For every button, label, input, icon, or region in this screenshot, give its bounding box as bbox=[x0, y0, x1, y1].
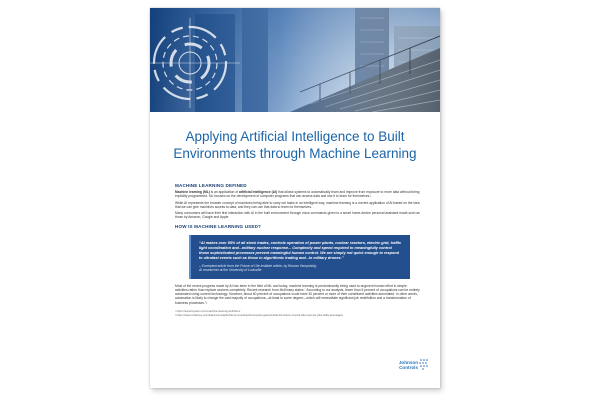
blue-overlay bbox=[150, 8, 440, 112]
footnotes bbox=[175, 310, 420, 317]
logo-line-2: Controls bbox=[399, 365, 418, 371]
logo-mark-icon bbox=[418, 358, 430, 370]
logo-line-1: Johnson bbox=[398, 360, 418, 365]
logo-wordmark bbox=[399, 360, 418, 371]
footnote-1: ¹ https://expertsystem.com/machine-learning-definition/ bbox=[175, 310, 241, 314]
text-run: that allows systems to automatically learn and improve from exposure to more data without being explicitly programmed. ML focuses on the development of computer programs that can access data and use it to learn for themselves.¹ bbox=[175, 190, 420, 199]
pull-quote bbox=[189, 235, 410, 279]
quote-attribution bbox=[199, 264, 402, 272]
hero-image bbox=[150, 8, 440, 112]
section1-paragraph-3: Many consumers will have their first interaction with AI in the built environment through voice commands given to a smart home-device personal assistant made such as those by Amazon, Google and Apple. bbox=[175, 211, 420, 220]
title-line-1: Applying Artificial Intelligence to Built bbox=[185, 129, 405, 144]
body-content bbox=[175, 183, 420, 317]
section1-paragraph-1 bbox=[175, 190, 420, 199]
section1-paragraph-2: While AI represents the broader concept of machines being able to carry out tasks in an intelligent way, machine learning is a current application of AI based on the idea that we can give machines access to data, and they can use that data to learn for themselves. bbox=[175, 200, 420, 209]
document-title bbox=[160, 129, 430, 162]
section2-paragraph-1: Most of the recent progress made by AI has been in the field of ML and today, machine learning is predominantly being used to augment human effort in simple activities rather than replace workers completely. Recent research from McKinsey states: “According to our analysis, fewer than 5 percent of occupations can be entirely automated using current technology. However, about 60 percent of occupations could have 30 percent or more of their constituent activities automated. In other words, automation is likely to change the vast majority of occupations—at least to some degree—which will necessitate significant job redefinition and a transformation of business processes.”² bbox=[175, 283, 420, 305]
text-run: is an application of bbox=[209, 190, 239, 194]
term-artificial-intelligence: artificial intelligence (AI) bbox=[238, 190, 278, 194]
section-heading-how-is-ml-used: HOW IS MACHINE LEARNING USED? bbox=[175, 223, 262, 229]
footnote-2: ² https://www.mckinsey.com/featured-insights/future-of-work/jobs-lost-jobs-gained-what-the-future-of-work-will-mean-for-jobs-skills-and-wages bbox=[175, 313, 343, 317]
document-page bbox=[150, 8, 440, 388]
quote-attribution-line-2: AI researcher at the University of Louisville bbox=[199, 268, 262, 273]
quote-text: “AI makes over 85% of all stock trades, controls operation of power plants, nuclear reactors, electric grid, traffic light coordination and...military nuclear response... Complexity and speed required to meaningfully control those sophisticated processes prevent meaningful human control. We are simply not quick enough to respond to ultrafast events such as those in algorithmic trading and...in military drones.” bbox=[199, 240, 402, 261]
term-machine-learning: Machine learning (ML) bbox=[175, 190, 210, 194]
johnson-controls-logo bbox=[384, 358, 430, 380]
title-line-2: Environments through Machine Learning bbox=[173, 145, 417, 161]
quote-attribution-line-1: – Excerpted article from the Future of Life Institute article, by Roman Yampolskiy, bbox=[199, 264, 317, 269]
section-heading-machine-learning-defined: MACHINE LEARNING DEFINED bbox=[175, 183, 247, 188]
